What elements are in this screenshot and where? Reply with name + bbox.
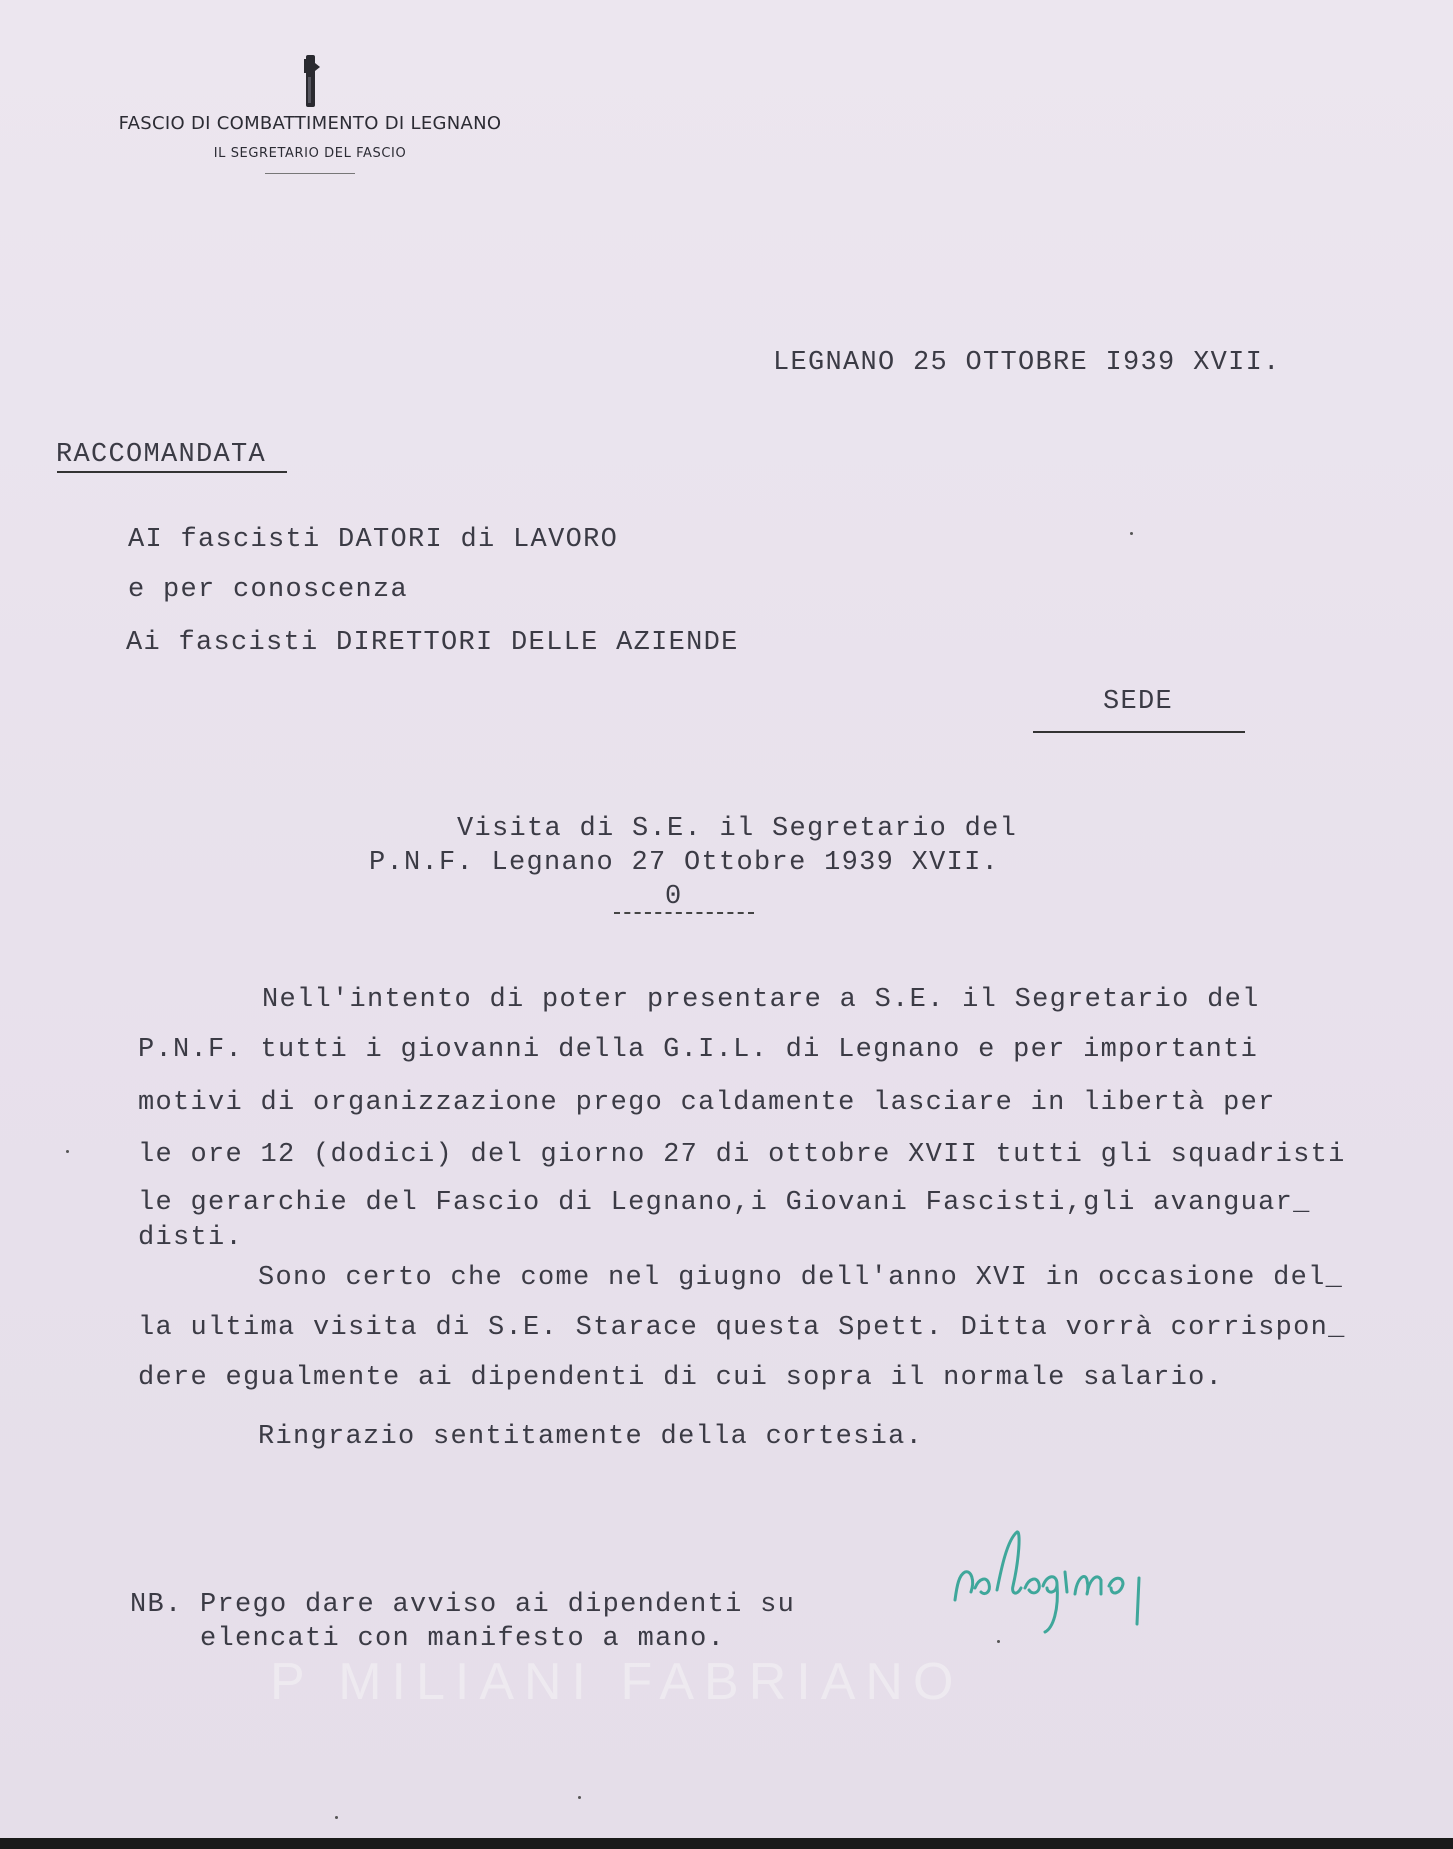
nb-line: elencati con manifesto a mano. [200, 1624, 726, 1654]
raccomandata-underline [57, 471, 287, 473]
recipient-line: e per conoscenza [128, 575, 409, 605]
date-line: LEGNANO 25 OTTOBRE I939 XVII. [773, 348, 1281, 378]
subject-divider [614, 912, 754, 914]
paper-speck [578, 1796, 581, 1799]
sede-label: SEDE [1103, 687, 1174, 717]
body-line: Sono certo che come nel giugno dell'anno XVI in occasione del_ [258, 1263, 1344, 1293]
handwritten-signature [935, 1460, 1235, 1660]
subject-separator: 0 [665, 882, 683, 912]
recipient-line: AI fascisti DATORI di LAVORO [128, 525, 619, 555]
fasces-icon [300, 55, 320, 107]
recipient-line: Ai fascisti DIRETTORI DELLE AZIENDE [126, 628, 739, 658]
letterhead-divider [265, 173, 355, 174]
letterhead-organization: FASCIO DI COMBATTIMENTO DI LEGNANO [118, 113, 502, 134]
body-line: P.N.F. tutti i giovanni della G.I.L. di Legnano e per importanti [138, 1035, 1259, 1065]
body-line: Ringrazio sentitamente della cortesia. [258, 1422, 924, 1452]
letterhead [90, 55, 530, 174]
paper-speck [66, 1150, 69, 1153]
sede-underline [1033, 731, 1245, 733]
subject-line: P.N.F. Legnano 27 Ottobre 1939 XVII. [369, 848, 1000, 878]
body-line: la ultima visita di S.E. Starace questa Spett. Ditta vorrà corrispon_ [138, 1313, 1346, 1343]
body-line: disti. [138, 1223, 244, 1253]
body-line: Nell'intento di poter presentare a S.E. il Segretario del [262, 985, 1260, 1015]
scan-edge [0, 1838, 1453, 1849]
raccomandata-label: RACCOMANDATA [56, 440, 267, 470]
paper-speck [335, 1816, 338, 1819]
subject-line: Visita di S.E. il Segretario del [457, 814, 1018, 844]
body-line: le gerarchie del Fascio di Legnano,i Giovani Fascisti,gli avanguar_ [138, 1188, 1311, 1218]
body-line: dere egualmente ai dipendenti di cui sopra il normale salario. [138, 1363, 1224, 1393]
body-line: le ore 12 (dodici) del giorno 27 di ottobre XVII tutti gli squadristi [138, 1140, 1346, 1170]
nb-line: NB. Prego dare avviso ai dipendenti su [130, 1590, 796, 1620]
letterhead-subtitle: IL SEGRETARIO DEL FASCIO [213, 146, 407, 161]
paper-speck [997, 1640, 1000, 1643]
body-line: motivi di organizzazione prego caldamente lasciare in libertà per [138, 1088, 1276, 1118]
paper-speck [1130, 532, 1133, 535]
paper-watermark: P MILIANI FABRIANO [270, 1653, 964, 1711]
